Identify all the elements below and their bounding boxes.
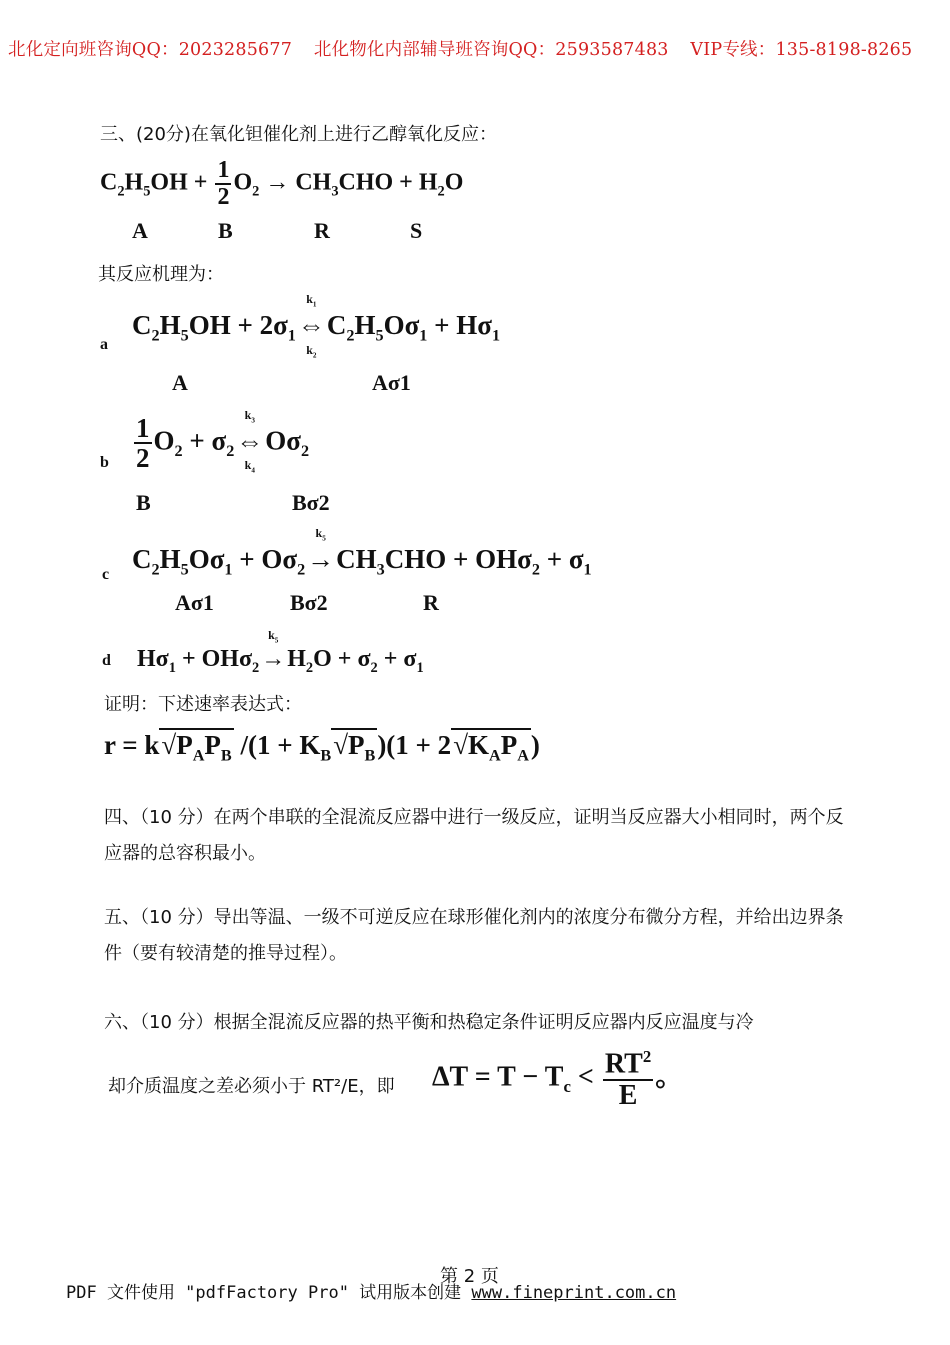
step-a-equation: $C_2H_5OH + 2\sigma_1$ $k_1$ ⇔ $k_2$ $C_2H_5O\sigma_1 + H\sigma_1$ xyxy=(132,292,501,359)
footer-text: PDF 文件使用 "pdfFactory Pro" 试用版本创建 xyxy=(66,1283,472,1303)
step-c-equation: $C_2H_5O\sigma_1 + O\sigma_2$ $k_5$ $\to CH_3CHO + OH\sigma_2 + \sigma_1$ xyxy=(132,526,592,579)
footer-link[interactable]: www.fineprint.com.cn xyxy=(471,1283,677,1303)
step-c-label-1: Aσ1 xyxy=(175,590,214,615)
mechanism-intro: 其反应机理为： xyxy=(98,264,224,285)
page-number: 第 2 页 xyxy=(440,1266,499,1287)
q6-line1: 六、（10 分）根据全混流反应器的热平衡和热稳定条件证明反应器内反应温度与冷 xyxy=(104,1012,754,1033)
header-banner xyxy=(8,36,928,61)
step-b-equation: $\frac{1}{2}$ $O_2 + \sigma_2$ $k_3$ ⇔ $k_4$ $O\sigma_2$ xyxy=(136,407,310,475)
label-A: A xyxy=(132,218,148,243)
pdf-footer xyxy=(66,1278,676,1303)
step-a-label-2: Aσ1 xyxy=(372,370,411,395)
q5-text: 五、（10 分）导出等温、一级不可逆反应在球形催化剂内的浓度分布微分方程，并给出边界条件（要有较清楚的推导过程）。 xyxy=(104,907,844,964)
banner-item-1: 北化定向班咨询QQ：2023285677 xyxy=(8,40,293,60)
q3-heading: 三、(20分)在氧化钽催化剂上进行乙醇氧化反应： xyxy=(100,124,497,145)
step-b-tag: b xyxy=(100,454,109,471)
step-c-tag: c xyxy=(102,566,110,583)
step-d-equation: $H\sigma_1 + OH\sigma_2$ $k_5$ $\to H_2O + \sigma_2 + \sigma_1$ xyxy=(137,628,424,676)
step-d-tag: d xyxy=(102,652,111,669)
label-R: R xyxy=(314,218,330,243)
step-a-tag: a xyxy=(100,336,108,353)
q6-inequality: $\Delta T = T - T_c$ < $\frac{RT^2}{E}$ 。 xyxy=(432,1047,684,1111)
label-B: B xyxy=(218,218,233,243)
rate-expression: $r = k√P_AP_B$ $/(1 + K_B√P_B)(1 + 2√K_AP_A)$ xyxy=(104,730,540,765)
step-c-label-3: R xyxy=(423,590,439,615)
step-b-label-2: Bσ2 xyxy=(292,490,330,515)
main-reaction-equation: $C_2H_5OH$ + $\frac{1}{2}$ $O_2 \to CH_3CHO + H_2O$ xyxy=(100,157,464,211)
banner-item-2: 北化物化内部辅导班咨询QQ：2593587483 xyxy=(313,40,669,60)
q6-line2: 却介质温度之差必须小于 RT²/E，即 xyxy=(108,1076,395,1097)
step-b-label-1: B xyxy=(136,490,151,515)
q4-text: 四、（10 分）在两个串联的全混流反应器中进行一级反应，证明当反应器大小相同时，两个反应器的总容积最小。 xyxy=(104,807,844,864)
banner-item-3: VIP专线：135-8198-8265 xyxy=(690,40,913,60)
step-c-label-2: Bσ2 xyxy=(290,590,328,615)
step-a-label-1: A xyxy=(172,370,188,395)
label-S: S xyxy=(410,218,423,243)
proof-intro: 证明：下述速率表达式： xyxy=(104,694,302,715)
